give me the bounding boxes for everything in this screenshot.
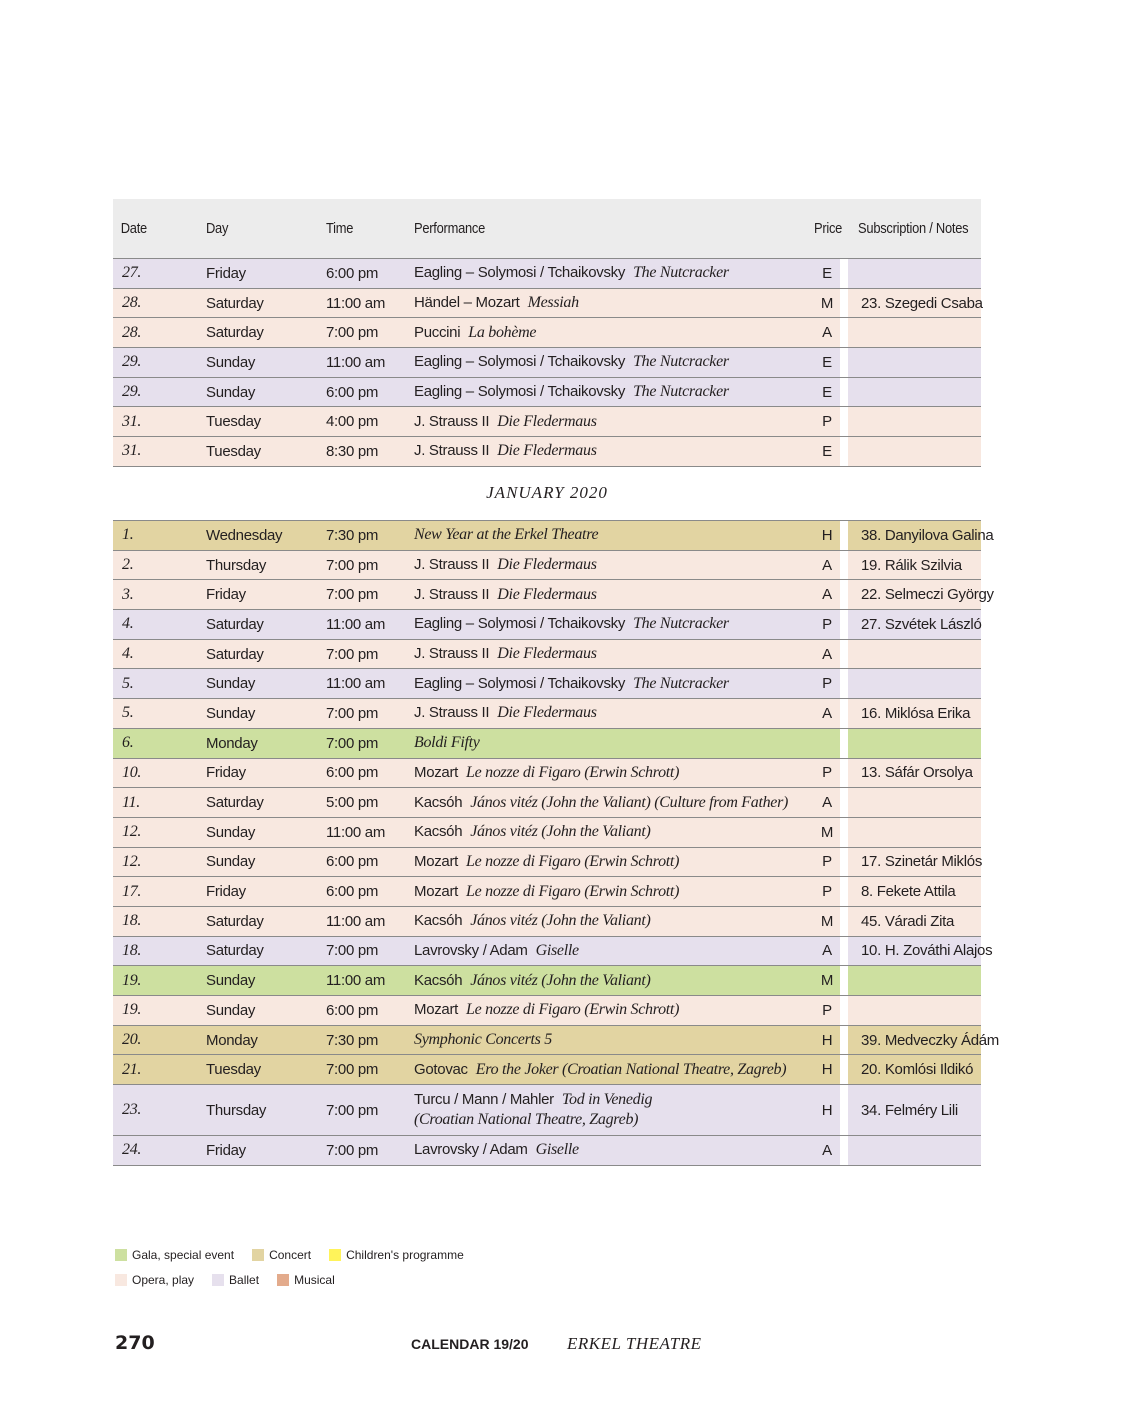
table-row xyxy=(113,848,981,878)
table-row xyxy=(113,289,981,319)
row-date: 4. xyxy=(122,615,134,633)
row-notes: 45. Váradi Zita xyxy=(840,907,981,936)
header-performance: Performance xyxy=(414,220,486,237)
table-row xyxy=(113,996,981,1026)
row-day: Sunday xyxy=(206,823,256,841)
row-price: A xyxy=(822,556,832,574)
legend-swatch xyxy=(252,1249,264,1261)
row-notes: 20. Komlósi Ildikó xyxy=(840,1055,981,1084)
row-time: 7:30 pm xyxy=(326,526,379,544)
table-row xyxy=(113,818,981,848)
row-performance xyxy=(414,383,814,401)
row-time: 7:30 pm xyxy=(326,1031,379,1049)
row-price: A xyxy=(822,704,832,722)
row-time: 5:00 pm xyxy=(326,794,379,812)
category-legend xyxy=(115,1242,482,1292)
row-time: 11:00 am xyxy=(326,912,386,930)
table-row xyxy=(113,580,994,610)
row-price: A xyxy=(822,586,832,604)
row-date: 19. xyxy=(122,971,142,989)
row-day: Tuesday xyxy=(206,413,261,431)
performance-author: Gotovac xyxy=(414,1060,468,1078)
performance-author: Kacsóh xyxy=(414,823,463,841)
row-day: Wednesday xyxy=(206,526,283,544)
header-day: Day xyxy=(206,220,229,237)
row-price: M xyxy=(820,912,834,930)
row-day: Saturday xyxy=(206,645,264,663)
row-day: Monday xyxy=(206,1031,258,1049)
row-day: Saturday xyxy=(206,942,264,960)
row-time: 6:00 pm xyxy=(326,383,379,401)
calendar-label: CALENDAR 19/20 xyxy=(411,1336,529,1352)
row-notes: 10. H. Zováthi Alajos xyxy=(840,937,981,966)
table-row xyxy=(113,759,981,789)
row-performance xyxy=(414,764,814,782)
row-date: 29. xyxy=(122,353,142,371)
legend-swatch xyxy=(115,1274,127,1286)
legend-label: Opera, play xyxy=(132,1272,195,1287)
row-notes: 17. Szinetár Miklós xyxy=(840,848,981,877)
row-performance xyxy=(414,972,814,990)
performance-author: J. Strauss II xyxy=(414,645,490,663)
row-performance xyxy=(414,942,814,960)
row-time: 7:00 pm xyxy=(326,324,379,342)
performance-author: Mozart xyxy=(414,763,459,781)
performance-title: Le nozze di Figaro (Erwin Schrott) xyxy=(466,1001,680,1019)
row-day: Sunday xyxy=(206,353,256,371)
row-date: 19. xyxy=(122,1001,142,1019)
january-rows xyxy=(113,520,999,1166)
row-time: 11:00 am xyxy=(326,675,386,693)
row-time: 11:00 am xyxy=(326,823,386,841)
page-number: 270 xyxy=(115,1332,155,1354)
performance-title: Messiah xyxy=(527,294,579,312)
table-row xyxy=(113,259,981,289)
row-time: 7:00 pm xyxy=(326,586,379,604)
row-day: Saturday xyxy=(206,794,264,812)
performance-author: Eagling – Solymosi / Tchaikovsky xyxy=(414,615,626,633)
row-price: E xyxy=(822,442,832,460)
performance-title: Die Fledermaus xyxy=(497,442,597,460)
table-row xyxy=(113,521,994,551)
performance-author: Mozart xyxy=(414,1001,459,1019)
row-price: A xyxy=(822,794,832,812)
row-price: M xyxy=(820,294,834,312)
legend-item xyxy=(277,1273,335,1287)
performance-author: J. Strauss II xyxy=(414,704,490,722)
table-row xyxy=(113,907,981,937)
header-time: Time xyxy=(326,220,354,237)
row-day: Sunday xyxy=(206,704,256,722)
row-notes xyxy=(840,1136,981,1165)
row-day: Friday xyxy=(206,586,246,604)
row-day: Sunday xyxy=(206,972,256,990)
performance-title: Giselle xyxy=(535,941,579,959)
performance-title: The Nutcracker xyxy=(633,383,729,401)
performance-title: The Nutcracker xyxy=(633,674,729,692)
december-rows xyxy=(113,259,981,467)
row-notes: 8. Fekete Attila xyxy=(840,877,981,906)
row-date: 20. xyxy=(122,1031,142,1049)
row-performance xyxy=(414,1061,814,1079)
row-notes xyxy=(840,788,981,817)
performance-title: János vitéz (John the Valiant) xyxy=(470,823,651,841)
row-time: 6:00 pm xyxy=(326,1001,379,1019)
row-performance xyxy=(414,556,814,574)
row-notes xyxy=(840,259,981,288)
table-row xyxy=(113,437,981,467)
row-performance xyxy=(414,675,814,693)
performance-title: Tod in Venedig xyxy=(561,1091,653,1109)
row-date: 29. xyxy=(122,383,142,401)
legend-label: Ballet xyxy=(229,1272,260,1287)
row-performance xyxy=(414,823,814,841)
row-price: E xyxy=(822,353,832,371)
performance-title: János vitéz (John the Valiant) xyxy=(470,912,651,930)
row-performance xyxy=(414,353,814,371)
legend-item xyxy=(329,1248,464,1262)
row-notes xyxy=(840,318,981,347)
performance-author: J. Strauss II xyxy=(414,442,490,460)
performance-title: Ero the Joker (Croatian National Theatre, Zagreb) xyxy=(475,1060,787,1078)
row-date: 6. xyxy=(122,734,134,752)
row-date: 23. xyxy=(122,1101,142,1119)
performance-author: Eagling – Solymosi / Tchaikovsky xyxy=(414,383,626,401)
header-price: Price xyxy=(814,220,843,237)
row-price: P xyxy=(822,883,832,901)
table-row xyxy=(113,378,981,408)
performance-title: Die Fledermaus xyxy=(497,704,597,722)
performance-author: Kacsóh xyxy=(414,971,463,989)
performance-title: Giselle xyxy=(535,1141,579,1159)
row-performance xyxy=(414,615,814,633)
row-performance xyxy=(414,526,814,544)
performance-author: Händel – Mozart xyxy=(414,294,520,312)
row-date: 31. xyxy=(122,412,142,430)
row-date: 24. xyxy=(122,1141,142,1159)
row-day: Friday xyxy=(206,1141,246,1159)
row-notes xyxy=(840,407,981,436)
table-row xyxy=(113,318,981,348)
row-date: 18. xyxy=(122,941,142,959)
row-date: 2. xyxy=(122,556,134,574)
row-time: 7:00 pm xyxy=(326,1061,379,1079)
legend-swatch xyxy=(277,1274,289,1286)
performance-title: Le nozze di Figaro (Erwin Schrott) xyxy=(466,763,680,781)
table-row xyxy=(113,699,981,729)
row-notes: 19. Rálik Szilvia xyxy=(840,551,981,580)
performance-author: Kacsóh xyxy=(414,912,463,930)
performance-author: Mozart xyxy=(414,882,459,900)
row-day: Saturday xyxy=(206,294,264,312)
performance-author: J. Strauss II xyxy=(414,556,490,574)
row-date: 1. xyxy=(122,526,134,544)
row-price: P xyxy=(822,615,832,633)
row-performance xyxy=(414,853,814,871)
row-notes: 34. Felméry Lili xyxy=(840,1085,981,1135)
row-price: M xyxy=(820,823,834,841)
row-date: 27. xyxy=(122,264,142,282)
table-row xyxy=(113,966,981,996)
legend-label: Musical xyxy=(294,1272,335,1287)
row-day: Saturday xyxy=(206,615,264,633)
row-notes xyxy=(840,640,981,669)
row-price: A xyxy=(822,942,832,960)
row-time: 7:00 pm xyxy=(326,942,379,960)
legend-swatch xyxy=(115,1249,127,1261)
performance-author: Puccini xyxy=(414,323,461,341)
performance-author: Eagling – Solymosi / Tchaikovsky xyxy=(414,674,626,692)
row-price: P xyxy=(822,764,832,782)
table-row xyxy=(113,610,981,640)
row-performance xyxy=(414,645,814,663)
row-notes xyxy=(840,996,981,1025)
row-day: Thursday xyxy=(206,1101,267,1119)
legend-label: Children's programme xyxy=(346,1247,464,1262)
legend-swatch xyxy=(212,1274,224,1286)
row-day: Friday xyxy=(206,264,246,282)
performance-title: Die Fledermaus xyxy=(497,645,597,663)
row-price: A xyxy=(822,645,832,663)
row-date: 21. xyxy=(122,1060,142,1078)
performance-author: Lavrovsky / Adam xyxy=(414,1141,528,1159)
row-notes: 13. Sáfár Orsolya xyxy=(840,759,981,788)
legend-label: Concert xyxy=(269,1247,312,1262)
row-time: 6:00 pm xyxy=(326,764,379,782)
performance-title: Boldi Fifty xyxy=(414,734,480,752)
table-header-row xyxy=(113,199,981,259)
row-notes xyxy=(840,818,981,847)
performance-title: Le nozze di Figaro (Erwin Schrott) xyxy=(466,852,680,870)
row-price: P xyxy=(822,1001,832,1019)
row-performance xyxy=(414,1031,814,1049)
row-time: 11:00 am xyxy=(326,615,386,633)
row-time: 7:00 pm xyxy=(326,556,379,574)
table-row xyxy=(113,1136,981,1166)
performance-author: Turcu / Mann / Mahler xyxy=(414,1091,554,1109)
row-notes: 22. Selmeczi György xyxy=(840,580,981,609)
row-performance xyxy=(414,883,814,901)
row-price: M xyxy=(820,972,834,990)
performance-title: Symphonic Concerts 5 xyxy=(414,1031,552,1049)
row-date: 5. xyxy=(122,704,134,722)
legend-row xyxy=(115,1267,482,1292)
row-performance xyxy=(414,324,814,342)
row-price: P xyxy=(822,853,832,871)
performance-title: Die Fledermaus xyxy=(497,585,597,603)
table-row xyxy=(113,877,981,907)
row-performance xyxy=(414,1090,814,1130)
row-performance xyxy=(414,294,814,312)
table-row xyxy=(113,729,981,759)
row-time: 7:00 pm xyxy=(326,645,379,663)
performance-title: La bohème xyxy=(468,323,537,341)
row-notes xyxy=(840,437,981,466)
row-time: 11:00 am xyxy=(326,294,386,312)
row-date: 5. xyxy=(122,674,134,692)
row-performance xyxy=(414,704,814,722)
performance-author: J. Strauss II xyxy=(414,585,490,603)
row-time: 11:00 am xyxy=(326,353,386,371)
table-row xyxy=(113,348,981,378)
row-time: 7:00 pm xyxy=(326,734,379,752)
row-price: A xyxy=(822,324,832,342)
row-performance xyxy=(414,413,814,431)
row-day: Sunday xyxy=(206,383,256,401)
legend-item xyxy=(115,1248,234,1262)
row-performance xyxy=(414,442,814,460)
performance-title: New Year at the Erkel Theatre xyxy=(414,526,599,544)
row-date: 18. xyxy=(122,912,142,930)
row-notes xyxy=(840,729,981,758)
header-notes: Subscription / Notes xyxy=(858,220,969,237)
row-price: H xyxy=(821,1031,833,1049)
table-row xyxy=(113,407,981,437)
legend-item xyxy=(115,1273,194,1287)
performance-author: Mozart xyxy=(414,852,459,870)
row-date: 17. xyxy=(122,882,142,900)
row-notes: 38. Danyilova Galina xyxy=(840,521,981,550)
row-day: Sunday xyxy=(206,853,256,871)
row-date: 28. xyxy=(122,294,142,312)
row-time: 6:00 pm xyxy=(326,264,379,282)
row-performance xyxy=(414,912,814,930)
row-notes: 23. Szegedi Csaba xyxy=(840,289,981,318)
performance-title: János vitéz (John the Valiant) (Culture from Father) xyxy=(470,793,789,811)
schedule-table-december xyxy=(113,199,981,467)
row-date: 12. xyxy=(122,823,142,841)
table-row xyxy=(113,1026,999,1056)
row-day: Friday xyxy=(206,883,246,901)
table-row xyxy=(113,937,993,967)
row-price: H xyxy=(821,1101,833,1119)
row-time: 7:00 pm xyxy=(326,1101,379,1119)
row-notes xyxy=(840,348,981,377)
row-date: 28. xyxy=(122,323,142,341)
legend-item xyxy=(212,1273,259,1287)
row-time: 11:00 am xyxy=(326,972,386,990)
performance-title: Die Fledermaus xyxy=(497,556,597,574)
legend-item xyxy=(252,1248,311,1262)
performance-author: Lavrovsky / Adam xyxy=(414,941,528,959)
row-performance xyxy=(414,794,814,812)
header-date: Date xyxy=(120,220,147,237)
theatre-label: ERKEL THEATRE xyxy=(567,1334,702,1353)
performance-author: Eagling – Solymosi / Tchaikovsky xyxy=(414,353,626,371)
row-time: 6:00 pm xyxy=(326,853,379,871)
row-price: E xyxy=(822,264,832,282)
row-date: 31. xyxy=(122,442,142,460)
row-date: 11. xyxy=(122,793,140,811)
table-row xyxy=(113,1055,981,1085)
row-performance xyxy=(414,1141,814,1159)
row-performance xyxy=(414,1001,814,1019)
performance-title: The Nutcracker xyxy=(633,264,729,282)
row-day: Saturday xyxy=(206,324,264,342)
performance-title: The Nutcracker xyxy=(633,353,729,371)
legend-label: Gala, special event xyxy=(132,1247,235,1262)
row-notes: 27. Szvétek László xyxy=(840,610,981,639)
performance-subtitle: (Croatian National Theatre, Zagreb) xyxy=(414,1111,639,1129)
row-notes xyxy=(840,669,981,698)
row-day: Monday xyxy=(206,734,258,752)
table-row xyxy=(113,1085,981,1136)
row-price: H xyxy=(821,1061,833,1079)
schedule-table-january xyxy=(113,520,999,1166)
row-date: 10. xyxy=(122,763,142,781)
month-heading: JANUARY 2020 xyxy=(486,483,608,502)
row-day: Tuesday xyxy=(206,442,261,460)
page-footer xyxy=(0,1332,1123,1356)
row-time: 4:00 pm xyxy=(326,413,379,431)
row-time: 7:00 pm xyxy=(326,704,379,722)
table-row xyxy=(113,788,981,818)
legend-swatch xyxy=(329,1249,341,1261)
table-row xyxy=(113,551,981,581)
performance-title: Le nozze di Figaro (Erwin Schrott) xyxy=(466,882,680,900)
row-price: E xyxy=(822,383,832,401)
row-day: Sunday xyxy=(206,1001,256,1019)
row-time: 8:30 pm xyxy=(326,442,379,460)
row-day: Friday xyxy=(206,764,246,782)
performance-title: Die Fledermaus xyxy=(497,412,597,430)
row-performance xyxy=(414,734,814,752)
row-price: P xyxy=(822,413,832,431)
performance-title: The Nutcracker xyxy=(633,615,729,633)
performance-author: J. Strauss II xyxy=(414,412,490,430)
table-row xyxy=(113,640,981,670)
legend-row xyxy=(115,1242,482,1267)
performance-author: Kacsóh xyxy=(414,793,463,811)
row-price: H xyxy=(821,526,833,544)
row-notes: 16. Miklósa Erika xyxy=(840,699,981,728)
performance-author: Eagling – Solymosi / Tchaikovsky xyxy=(414,264,626,282)
row-notes: 39. Medveczky Ádám xyxy=(840,1026,981,1055)
row-day: Sunday xyxy=(206,675,256,693)
row-day: Thursday xyxy=(206,556,267,574)
performance-title: János vitéz (John the Valiant) xyxy=(470,971,651,989)
row-day: Saturday xyxy=(206,912,264,930)
row-date: 4. xyxy=(122,645,134,663)
row-time: 7:00 pm xyxy=(326,1141,379,1159)
row-price: A xyxy=(822,1141,832,1159)
row-time: 6:00 pm xyxy=(326,883,379,901)
row-performance xyxy=(414,264,814,282)
row-date: 12. xyxy=(122,852,142,870)
row-day: Tuesday xyxy=(206,1061,261,1079)
row-price: P xyxy=(822,675,832,693)
table-row xyxy=(113,669,981,699)
row-notes xyxy=(840,966,981,995)
row-performance xyxy=(414,586,814,604)
row-notes xyxy=(840,378,981,407)
row-date: 3. xyxy=(122,585,134,603)
